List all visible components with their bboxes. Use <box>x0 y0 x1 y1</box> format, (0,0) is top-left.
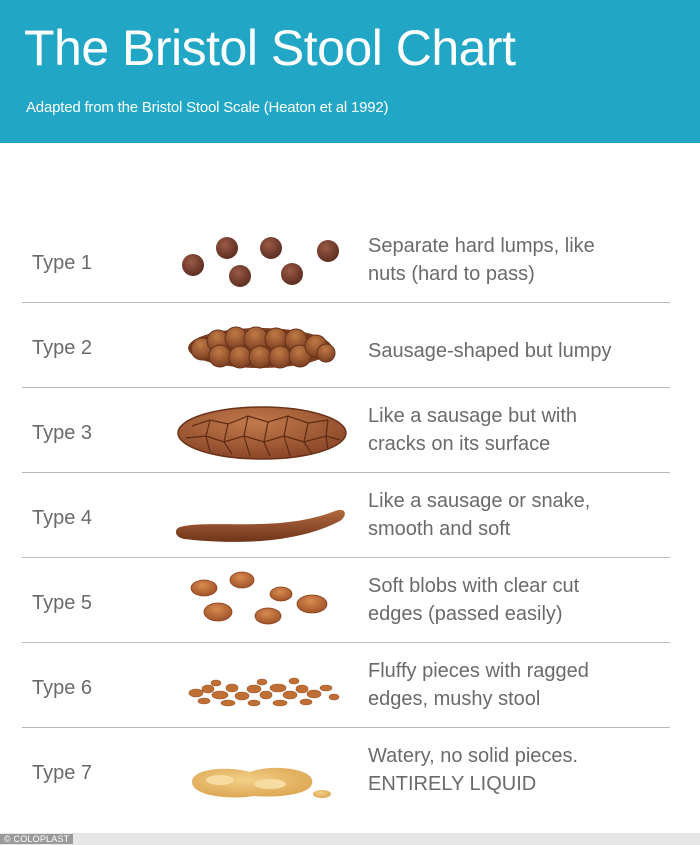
description-line: ENTIRELY LIQUID <box>368 773 537 795</box>
description-line: edges, mushy stool <box>368 688 541 710</box>
type-label: Type 7 <box>32 762 93 784</box>
type-description <box>368 337 668 365</box>
type-label: Type 2 <box>32 337 93 359</box>
type-row-1 <box>0 218 700 303</box>
type-label: Type 4 <box>32 507 93 529</box>
page-subtitle: Adapted from the Bristol Stool Scale (Heaton et al 1992) <box>26 99 389 116</box>
description-line: Like a sausage or snake, <box>368 490 591 512</box>
smooth-snake-icon <box>170 481 360 551</box>
fluffy-pieces-icon <box>170 651 360 721</box>
description-line: cracks on its surface <box>368 433 551 455</box>
type-row-4 <box>0 473 700 558</box>
description-line: nuts (hard to pass) <box>368 263 535 285</box>
type-row-7 <box>0 728 700 813</box>
footer-bar <box>0 833 700 845</box>
description-line: Sausage-shaped but lumpy <box>368 340 612 362</box>
separate-hard-lumps-icon <box>170 228 360 298</box>
type-description <box>368 657 668 713</box>
description-line: Soft blobs with clear cut <box>368 575 580 597</box>
copyright-label: © COLOPLAST <box>0 834 73 844</box>
description-line: Separate hard lumps, like <box>368 235 595 257</box>
type-row-2 <box>0 303 700 388</box>
type-row-5 <box>0 558 700 643</box>
type-description <box>368 572 668 628</box>
soft-blobs-icon <box>170 564 360 634</box>
watery-liquid-icon <box>170 738 360 808</box>
header-banner <box>0 0 700 143</box>
type-row-6 <box>0 643 700 728</box>
type-label: Type 6 <box>32 677 93 699</box>
type-description <box>368 402 668 458</box>
type-description <box>368 232 668 288</box>
type-description <box>368 742 668 798</box>
page-title: The Bristol Stool Chart <box>24 20 516 76</box>
lumpy-sausage-icon <box>170 311 360 381</box>
type-description <box>368 487 668 543</box>
type-label: Type 1 <box>32 252 93 274</box>
type-label: Type 3 <box>32 422 93 444</box>
cracked-sausage-icon <box>170 396 360 466</box>
description-line: Like a sausage but with <box>368 405 578 427</box>
type-row-3 <box>0 388 700 473</box>
description-line: edges (passed easily) <box>368 603 563 625</box>
type-label: Type 5 <box>32 592 93 614</box>
description-line: Watery, no solid pieces. <box>368 745 579 767</box>
description-line: smooth and soft <box>368 518 511 540</box>
description-line: Fluffy pieces with ragged <box>368 660 589 682</box>
